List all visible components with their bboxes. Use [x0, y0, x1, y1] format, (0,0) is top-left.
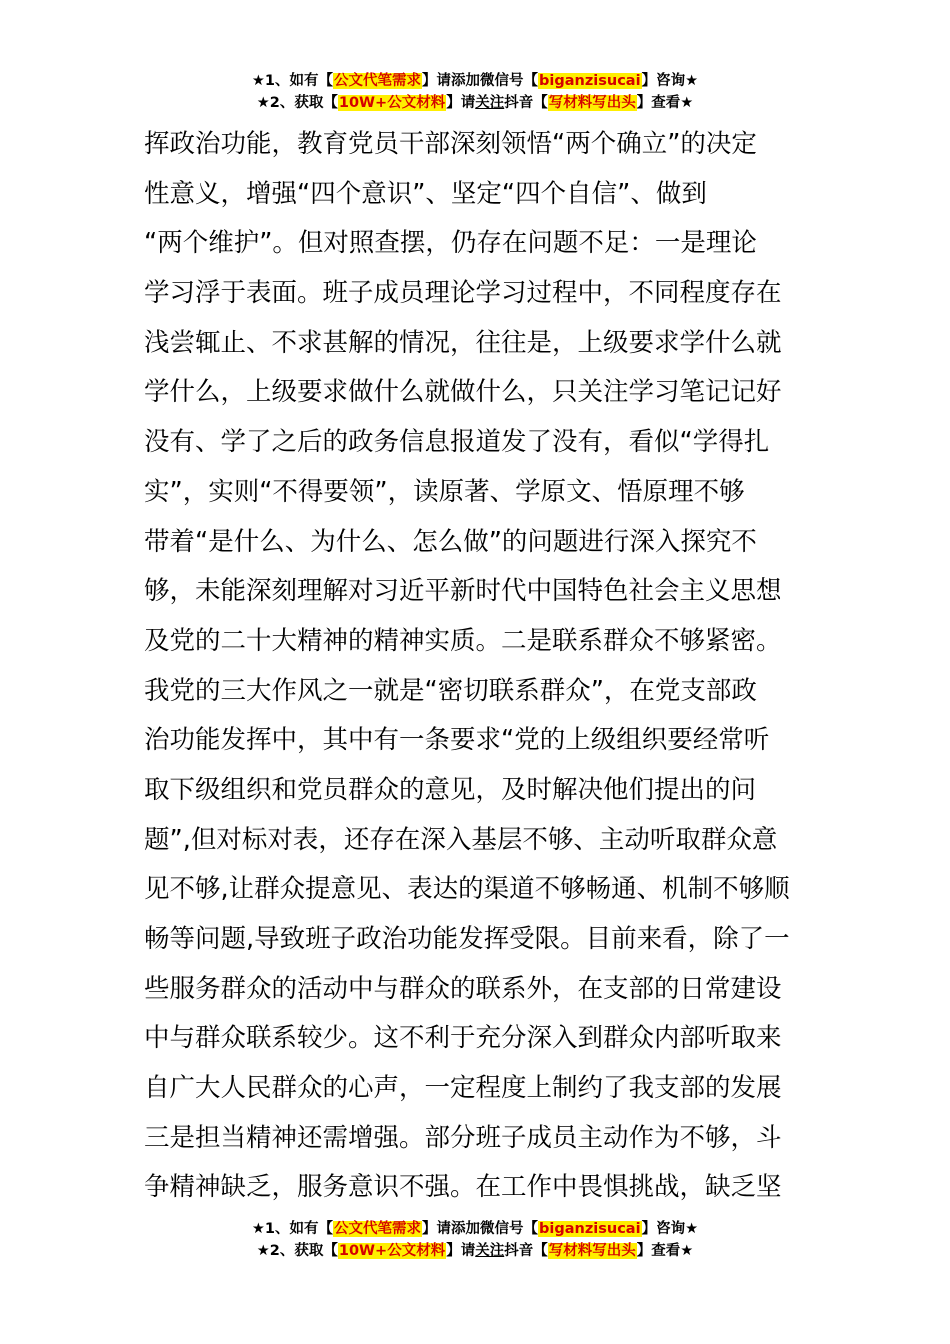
- banner-text: 】请: [422, 1221, 452, 1237]
- star-icon: ★: [251, 73, 265, 89]
- banner-text: 】请: [446, 95, 476, 111]
- body-line: 没有、学了之后的政务信息报道发了没有，看似“学得扎: [144, 427, 770, 458]
- banner-emphasis: 添加: [451, 73, 481, 89]
- highlight-ghostwriting: 公文代笔需求: [334, 73, 422, 89]
- body-line: “两个维护”。但对照查摆，仍存在问题不足：一是理论: [144, 228, 757, 259]
- body-line: 带着“是什么、为什么、怎么做”的问题进行深入探究不: [144, 526, 757, 557]
- highlight-materials: 10W+公文材料: [338, 95, 446, 111]
- star-icon: ★: [256, 1243, 270, 1259]
- body-line: 畅等问题,导致班子政治功能发挥受限。目前来看，除了一: [144, 924, 790, 954]
- star-icon: ★: [685, 73, 699, 89]
- banner-text: 】请: [446, 1243, 476, 1259]
- banner-text: 2、获取【: [269, 1243, 338, 1259]
- banner-text: 】咨询: [641, 1221, 686, 1237]
- body-line: 浅尝辄止、不求甚解的情况，往往是，上级要求学什么就: [144, 327, 782, 358]
- banner-emphasis: 添加: [451, 1221, 481, 1237]
- highlight-wechat-id: biganzisucai: [539, 1221, 641, 1237]
- highlight-douyin-account: 写材料写出头: [548, 95, 636, 111]
- body-line: 实”，实则“不得要领”，读原著、学原文、悟原理不够: [144, 476, 745, 507]
- banner-line-1: [0, 1218, 950, 1240]
- highlight-wechat-id: biganzisucai: [539, 73, 641, 89]
- body-line: 及党的二十大精神的精神实质。二是联系群众不够紧密。: [144, 625, 782, 656]
- body-line: 争精神缺乏，服务意识不强。在工作中畏惧挑战，缺乏坚: [144, 1172, 782, 1203]
- highlight-douyin-account: 写材料写出头: [548, 1243, 636, 1259]
- body-line: 题”,但对标对表，还存在深入基层不够、主动听取群众意: [144, 824, 778, 855]
- banner-line-1: [0, 70, 950, 92]
- header-banner: [0, 70, 950, 114]
- banner-text: 2、获取【: [269, 95, 338, 111]
- body-line: 些服务群众的活动中与群众的联系外，在支部的日常建设: [144, 973, 782, 1004]
- body-line: 挥政治功能，教育党员干部深刻领悟“两个确立”的决定: [144, 129, 757, 159]
- body-line: 学什么，上级要求做什么就做什么，只关注学习笔记记好: [144, 377, 782, 408]
- highlight-ghostwriting: 公文代笔需求: [334, 1221, 422, 1237]
- body-line: 自广大人民群众的心声，一定程度上制约了我支部的发展: [144, 1073, 782, 1104]
- document-body: [144, 120, 810, 1213]
- body-line: 性意义，增强“四个意识”、坚定“四个自信”、做到: [144, 178, 707, 209]
- body-line: 够，未能深刻理解对习近平新时代中国特色社会主义思想: [144, 576, 782, 607]
- body-line: 见不够,让群众提意见、表达的渠道不够畅通、机制不够顺: [144, 874, 790, 905]
- body-line: 三是担当精神还需增强。部分班子成员主动作为不够，斗: [144, 1122, 782, 1153]
- banner-text: 】查看: [636, 1243, 681, 1259]
- star-icon: ★: [251, 1221, 265, 1237]
- banner-text: 微信号【: [480, 73, 539, 89]
- banner-text: 抖音【: [504, 1243, 548, 1259]
- banner-text: 1、如有【: [264, 1221, 334, 1237]
- banner-text: 】咨询: [641, 73, 686, 89]
- star-icon: ★: [256, 95, 270, 111]
- banner-line-2: [0, 92, 950, 114]
- star-icon: ★: [680, 1243, 694, 1259]
- banner-text: 抖音【: [504, 95, 548, 111]
- banner-text: 】查看: [636, 95, 681, 111]
- footer-banner: [0, 1218, 950, 1262]
- star-icon: ★: [685, 1221, 699, 1237]
- body-line: 取下级组织和党员群众的意见，及时解决他们提出的问: [144, 774, 757, 805]
- banner-text: 】请: [422, 73, 452, 89]
- body-line: 中与群众联系较少。这不利于充分深入到群众内部听取来: [144, 1023, 782, 1054]
- banner-line-2: [0, 1240, 950, 1262]
- banner-text: 微信号【: [480, 1221, 539, 1237]
- banner-emphasis: 关注: [475, 95, 505, 111]
- body-line: 我党的三大作风之一就是“密切联系群众”，在党支部政: [144, 675, 757, 706]
- body-line: 治功能发挥中，其中有一条要求“党的上级组织要经常听: [144, 725, 770, 756]
- star-icon: ★: [680, 95, 694, 111]
- highlight-materials: 10W+公文材料: [338, 1243, 446, 1259]
- banner-emphasis: 关注: [475, 1243, 505, 1259]
- banner-text: 1、如有【: [264, 73, 334, 89]
- body-line: 学习浮于表面。班子成员理论学习过程中，不同程度存在: [144, 278, 782, 309]
